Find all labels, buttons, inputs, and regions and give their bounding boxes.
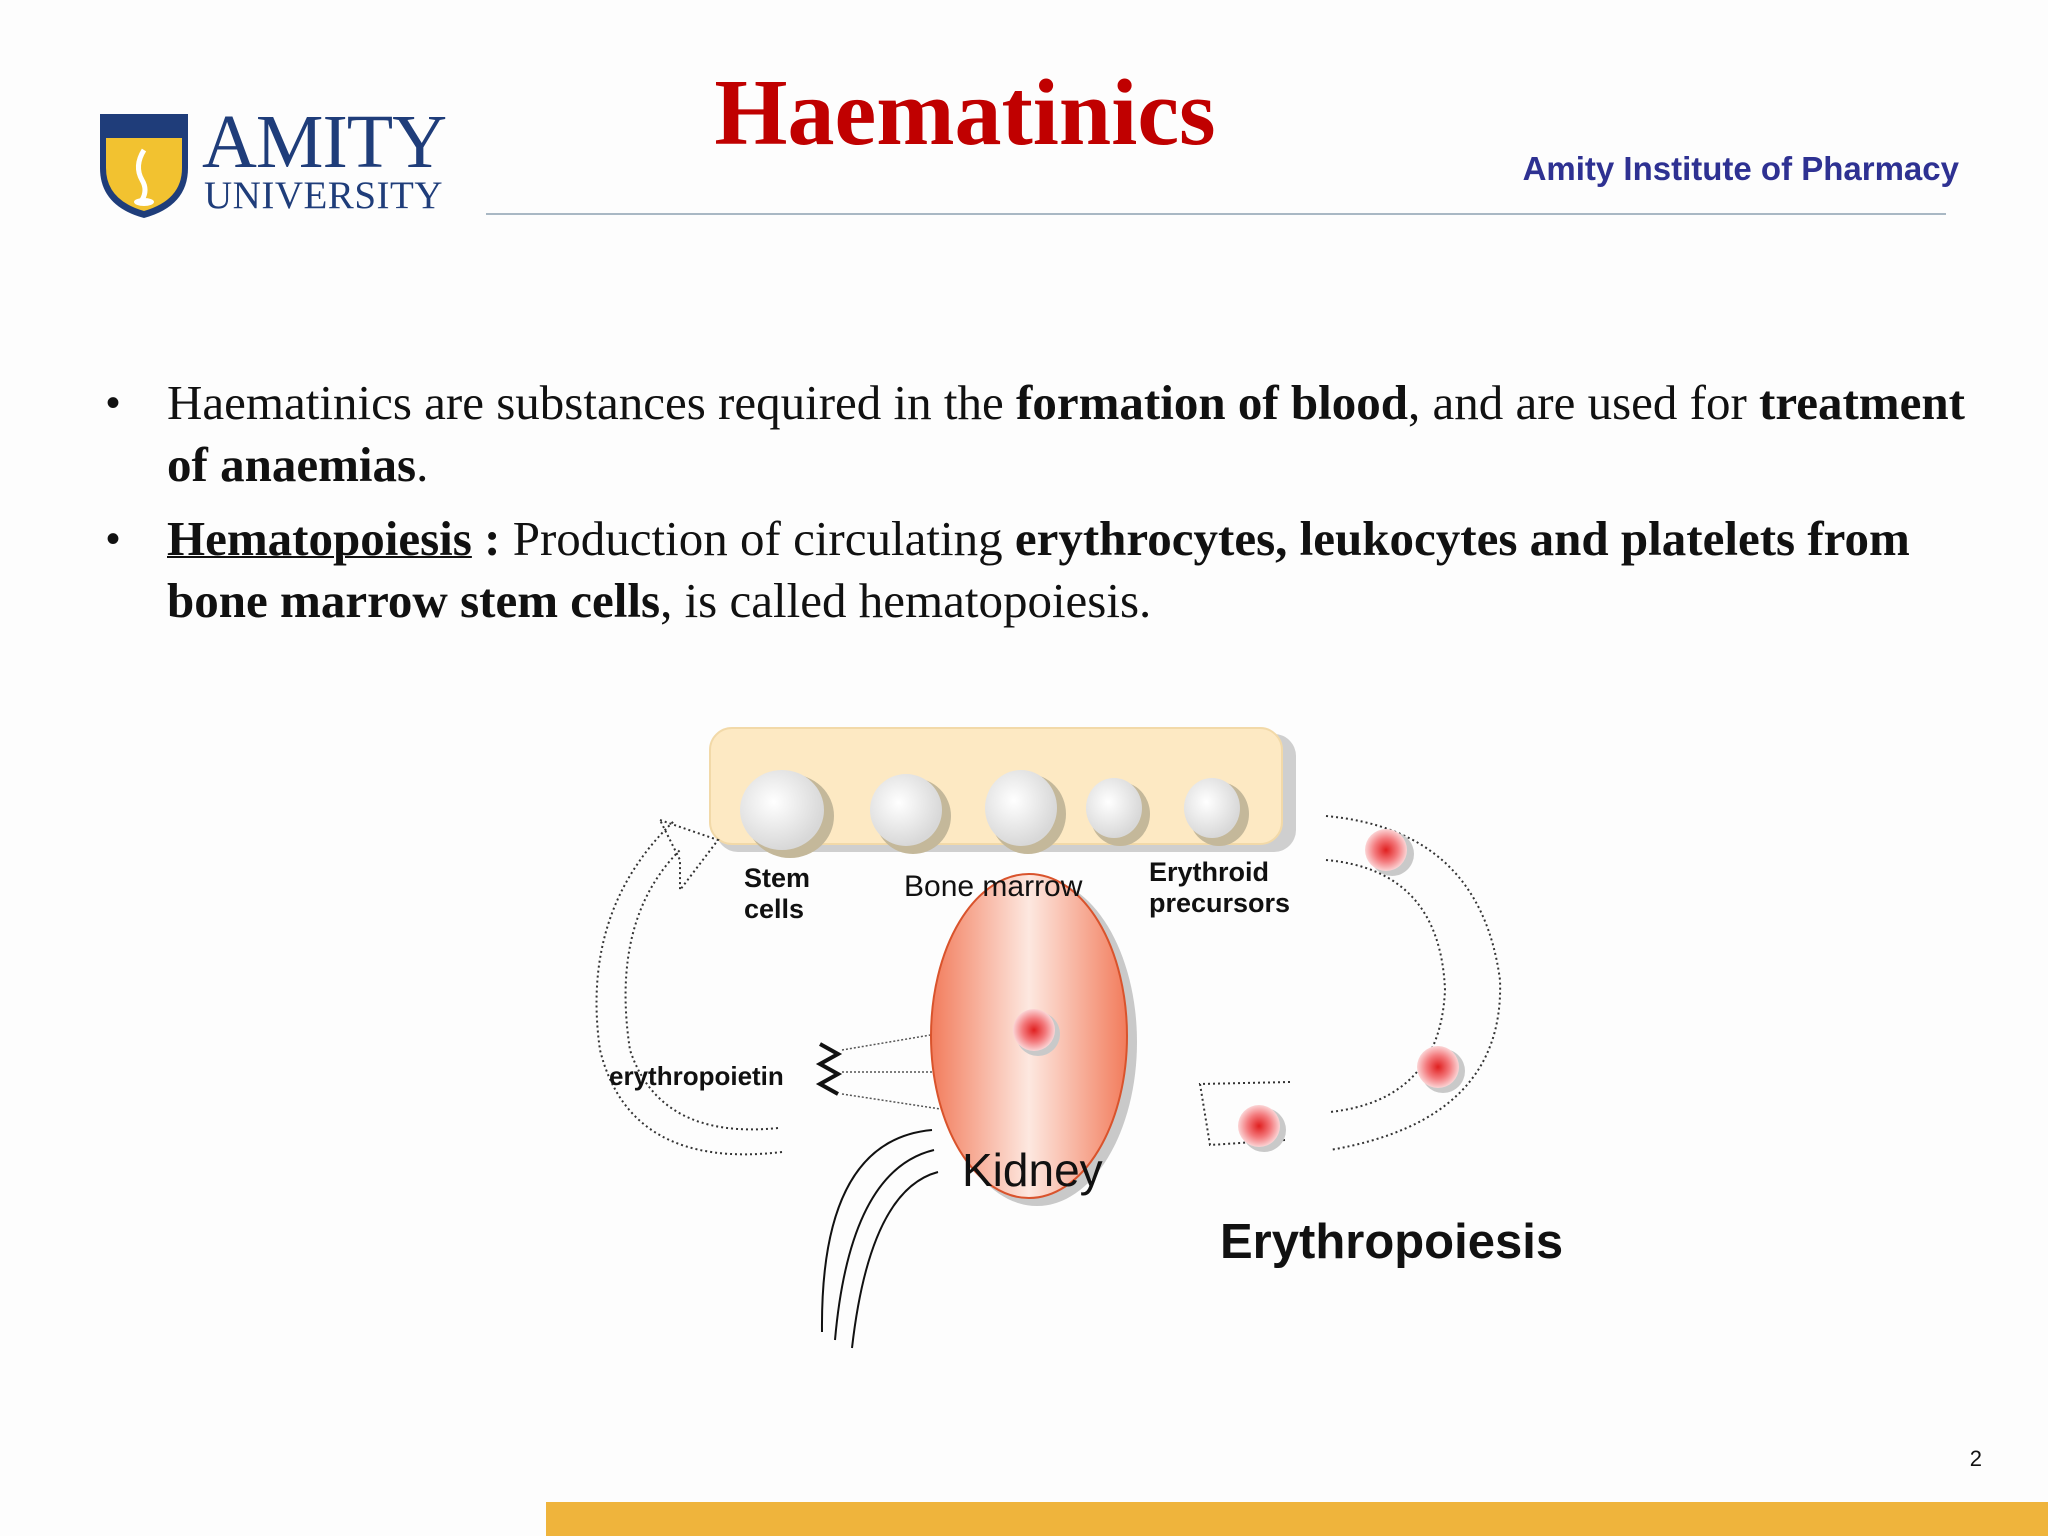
bullet-text: , and are used for xyxy=(1408,375,1760,430)
footer-bar xyxy=(546,1502,2048,1536)
header-divider xyxy=(486,213,1946,215)
bullet-text: . xyxy=(416,437,429,492)
bullet-text-bold: : xyxy=(471,511,513,566)
bullet-text-bold: erythrocytes, leukocytes and platelets from bone marrow stem cells xyxy=(167,511,1910,628)
logo-subtitle: UNIVERSITY xyxy=(204,174,443,217)
label-kidney: Kidney xyxy=(962,1144,1103,1196)
bullet-text: Haematinics are substances required in the xyxy=(167,375,1017,430)
bullet-text: , is called hematopoiesis. xyxy=(660,573,1152,628)
erythropoiesis-diagram xyxy=(530,720,1580,1370)
erythropoiesis-figure xyxy=(530,720,1580,1370)
bullet-list xyxy=(106,372,2016,644)
logo-name: AMITY xyxy=(202,100,447,184)
bullet-text-bold: treatment of anaemias xyxy=(167,375,1965,492)
page-number: 2 xyxy=(1969,1446,1982,1471)
kidney-vessels xyxy=(822,1130,938,1348)
bullet-text-bold: formation of blood xyxy=(1016,375,1409,430)
bullet-term: Hematopoiesis xyxy=(167,511,472,566)
bullet-text: Production of circulating xyxy=(512,511,1015,566)
bullet-item-haematinics xyxy=(106,372,2016,496)
erythropoietin-signal xyxy=(820,1044,838,1094)
label-stem-cells: Stem cells xyxy=(744,863,811,925)
institute-name: Amity Institute of Pharmacy xyxy=(1522,150,1959,187)
label-erythropoietin: erythropoietin xyxy=(609,1061,784,1091)
label-bone-marrow: Bone marrow xyxy=(904,870,1083,903)
bullet-item-hematopoiesis xyxy=(106,508,2016,632)
label-erythroid-precursors: Erythroid precursors xyxy=(1149,857,1291,919)
diagram-caption: Erythropoiesis xyxy=(1220,1215,1564,1269)
slide-title: Haematinics xyxy=(714,61,1216,165)
